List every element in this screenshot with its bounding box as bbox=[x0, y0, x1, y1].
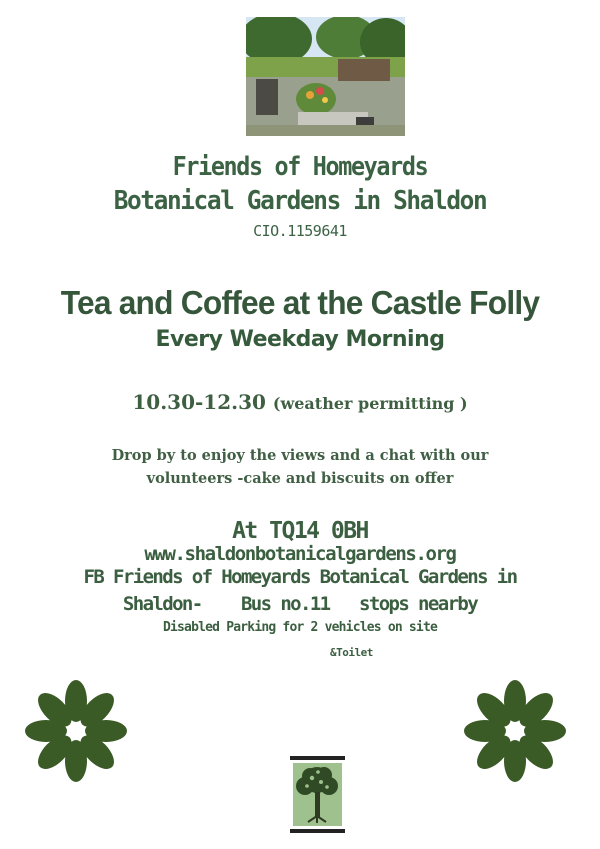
event-subheadline: Every Weekday Morning bbox=[155, 327, 445, 352]
toilet-info: &Toilet bbox=[330, 646, 373, 659]
facebook-line2: Shaldon- Bus no.11 stops nearby bbox=[122, 593, 478, 615]
postcode: At TQ14 0BH bbox=[232, 518, 368, 544]
parking-info: Disabled Parking for 2 vehicles on site bbox=[162, 620, 438, 635]
tree-logo-icon bbox=[290, 756, 345, 833]
time-note: (weather permitting ) bbox=[272, 394, 468, 413]
website-link: www.shaldonbotanicalgardens.org bbox=[144, 543, 456, 565]
flower-left-icon bbox=[24, 679, 128, 783]
organisation-name-line2: Botanical Gardens in Shaldon bbox=[113, 186, 487, 216]
description-line1: Drop by to enjoy the views and a chat with our bbox=[111, 447, 489, 464]
event-headline: Tea and Coffee at the Castle Folly bbox=[60, 284, 540, 321]
facebook-line1: FB Friends of Homeyards Botanical Gardens in bbox=[83, 566, 517, 588]
event-description bbox=[0, 444, 600, 490]
event-time bbox=[0, 390, 600, 414]
flower-right-icon bbox=[463, 679, 567, 783]
description-line2: volunteers -cake and biscuits on offer bbox=[146, 470, 454, 487]
time-range: 10.30-12.30 bbox=[132, 390, 266, 414]
charity-number: CIO.1159641 bbox=[253, 222, 347, 240]
garden-photo bbox=[246, 17, 405, 136]
organisation-name-line1: Friends of Homeyards bbox=[172, 152, 428, 182]
